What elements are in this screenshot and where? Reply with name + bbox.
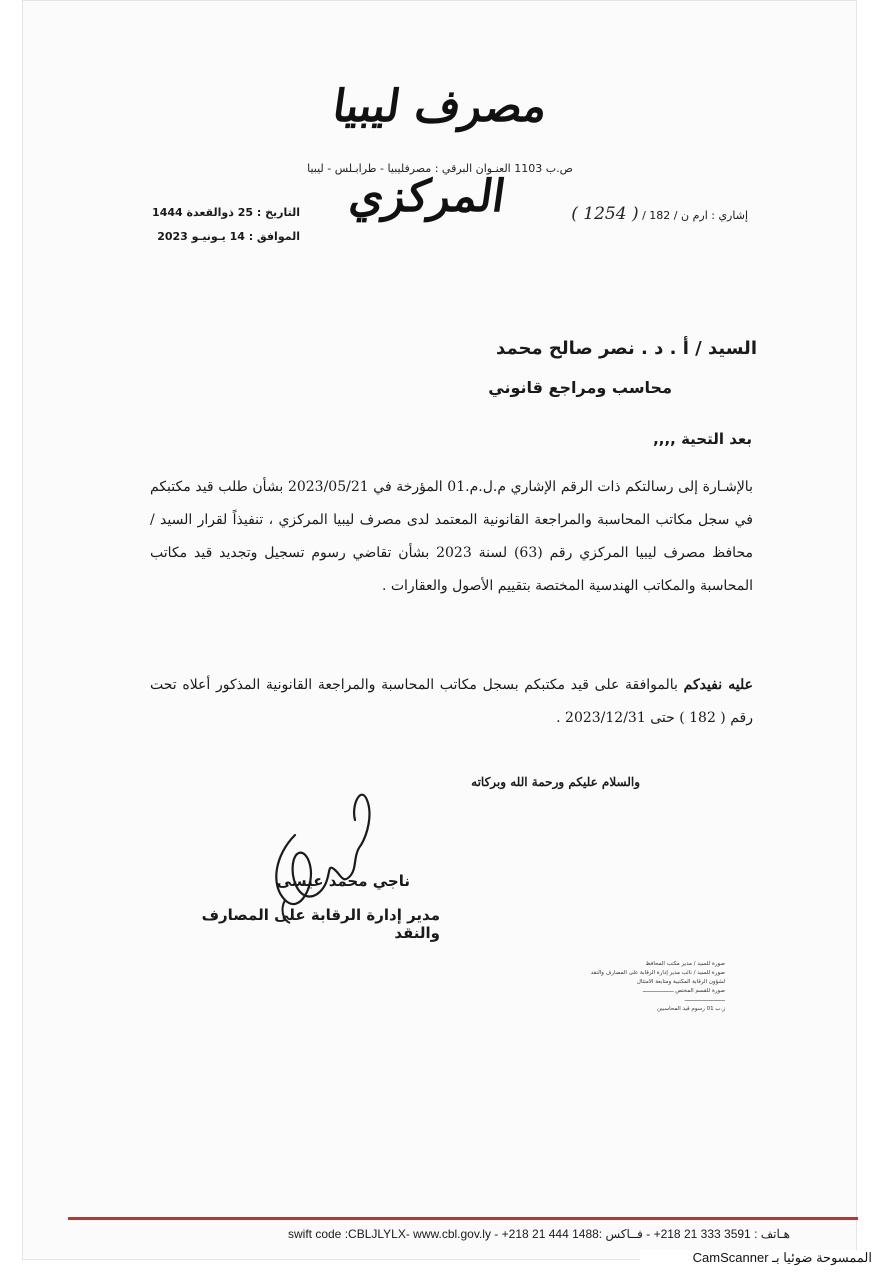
bank-logo: مصرف ليبيا المركزي <box>329 81 551 222</box>
handwritten-signature <box>255 775 385 925</box>
greeting: بعد التحية ,,,, <box>653 430 752 448</box>
recipient-name: السيد / أ . د . نصر صالح محمد <box>496 338 757 359</box>
footer-contact: هـاتف : 3591 333 21 218+ - فــاكس :1488 444 21 218+ - swift code :CBLJLYLX- www.cbl.gov.ly <box>288 1227 790 1241</box>
paragraph-2-lead: عليه نفيدكم <box>683 677 753 693</box>
copy-line: صورة للسيد / مدير مكتب المحافظ <box>645 961 725 967</box>
reference-handwritten-number: ( 1254 ) <box>571 204 639 224</box>
signatory-title: مدير إدارة الرقابة على المصارف والنقد <box>201 906 440 942</box>
reference-number <box>568 204 748 224</box>
hijri-date: التاريخ : 25 ذوالقعدة 1444 <box>152 206 300 219</box>
camscanner-watermark: الممسوحة ضوئيا بـ CamScanner <box>640 1250 872 1266</box>
letterhead-address: ص.ب 1103 العنـوان البرقي : مصرفليبيا - طرابـلس - ليبيا <box>307 162 573 175</box>
copy-line: صورة للسيد / نائب مدير إدارة الرقابة على المصارف والنقد <box>590 970 725 976</box>
paragraph-2-text: بالموافقة على قيد مكتبكم بسجل مكاتب المحاسبة والمراجعة القانونية المذكور أعلاه تحت رقم ( 182 ) حتى 2023/12/31 . <box>150 677 753 726</box>
body-paragraph-1: بالإشـارة إلى رسالتكم ذات الرقم الإشاري م.ل.م.01 المؤرخة في 2023/05/21 بشأن طلب قيد مكتبكم في سجل مكاتب المحاسبة والمراجعة القانونية المعتمد لدى مصرف ليبيا المركزي ، تنفيذاً لقرار السيد / محافظ مصرف ليبيا المركزي رقم (63) لسنة 2023 بشأن تقاضي رسوم تسجيل وتجديد قيد مكاتب المحاسبة والمكاتب الهندسية المختصة بتقييم الأصول والعقارات . <box>150 479 753 594</box>
copy-line: ز.ب 01 رسوم قيد المحاسبين <box>657 1006 725 1012</box>
closing-salutation: والسلام عليكم ورحمة الله وبركاته <box>471 775 640 789</box>
footer-divider <box>68 1217 858 1220</box>
copy-line: لشؤون الرقابة المكتبية ومتابعة الامتثال <box>636 979 725 985</box>
signatory-name: ناجي محمد عيسى <box>276 872 410 890</box>
gregorian-date: الموافق : 14 يـونيـو 2023 <box>157 230 300 243</box>
copies-list <box>555 960 725 1014</box>
reference-prefix: إشاري : ارم ن / 182 / <box>642 209 748 222</box>
recipient-title: محاسب ومراجع قانوني <box>488 378 672 397</box>
body-paragraph-2 <box>150 669 753 735</box>
copy-line: ـــــــــــــــــــــــــ <box>684 997 725 1003</box>
copy-line: صورة للقسم المختص ـــــــــــــــــــ <box>642 988 725 994</box>
